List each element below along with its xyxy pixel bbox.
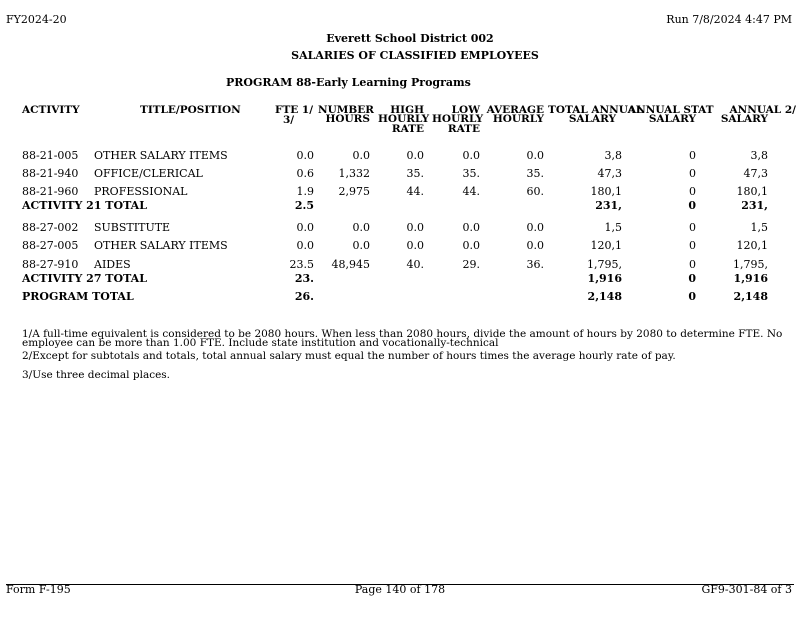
district-name: Everett School District 002 — [326, 32, 494, 45]
cell-stat: 0 — [688, 290, 696, 303]
cell-stat: 0 — [688, 272, 696, 285]
cell-fte: 0.6 — [296, 167, 314, 180]
col-title: TITLE/POSITION — [140, 104, 241, 116]
cell-hours: 1,332 — [338, 167, 370, 180]
cell-stat: 0 — [689, 239, 696, 252]
cell-hours: 0.0 — [352, 149, 370, 162]
col-fte-footnote: 3/ — [283, 114, 295, 126]
cell-activity: 88-21-005 — [22, 149, 79, 162]
cell-activity: PROGRAM TOTAL — [22, 290, 134, 303]
cell-annual: 120,1 — [736, 239, 768, 252]
cell-stat: 0 — [689, 185, 696, 198]
cell-annual: 1,916 — [733, 272, 768, 285]
cell-avg: 0.0 — [526, 149, 544, 162]
col-total-2: SALARY — [568, 113, 616, 125]
cell-low: 29. — [462, 258, 480, 271]
cell-stat: 0 — [689, 149, 696, 162]
cell-avg: 35. — [526, 167, 544, 180]
cell-title: OFFICE/CLERICAL — [94, 167, 203, 180]
cell-activity: 88-21-960 — [22, 185, 79, 198]
cell-fte: 0.0 — [296, 149, 314, 162]
cell-activity: ACTIVITY 21 TOTAL — [22, 199, 147, 212]
cell-low: 0.0 — [462, 221, 480, 234]
cell-annual: 47,3 — [743, 167, 768, 180]
cell-stat: 0 — [689, 221, 696, 234]
cell-title: SUBSTITUTE — [94, 221, 171, 234]
cell-title: AIDES — [94, 258, 131, 271]
form-code: GF9-301-84 of 3 — [701, 583, 792, 596]
cell-total: 1,5 — [604, 221, 622, 234]
cell-high: 44. — [406, 185, 424, 198]
cell-high: 0.0 — [406, 239, 424, 252]
cell-fte: 2.5 — [294, 199, 314, 212]
fiscal-year: FY2024-20 — [6, 13, 67, 26]
footnote-2: 2/Except for subtotals and totals, total annual salary must equal the number of hours times the average hourly rate of pay. — [22, 350, 676, 362]
cell-total: 2,148 — [587, 290, 622, 303]
cell-activity: 88-27-002 — [22, 221, 79, 234]
footnote-3: 3/Use three decimal places. — [22, 369, 171, 381]
cell-fte: 23. — [294, 272, 314, 285]
cell-annual: 231, — [741, 199, 768, 212]
page-number: Page 140 of 178 — [354, 583, 446, 596]
col-annual-1: ANNUAL 2/ — [729, 104, 796, 116]
report-title: SALARIES OF CLASSIFIED EMPLOYEES — [291, 49, 539, 62]
cell-annual: 1,795, — [733, 258, 768, 271]
cell-fte: 1.9 — [296, 185, 314, 198]
cell-annual: 3,8 — [750, 149, 768, 162]
cell-avg: 36. — [526, 258, 544, 271]
program-title: PROGRAM 88-Early Learning Programs — [226, 76, 471, 89]
cell-activity: 88-27-910 — [22, 258, 79, 271]
col-low-3: RATE — [447, 123, 480, 135]
cell-fte: 0.0 — [296, 239, 314, 252]
col-low-2: HOURLY — [432, 113, 484, 125]
col-fte: FTE 1/ — [275, 104, 314, 116]
col-activity: ACTIVITY — [22, 104, 80, 116]
form-number: Form F-195 — [6, 583, 71, 596]
cell-high: 0.0 — [406, 149, 424, 162]
cell-total: 180,1 — [590, 185, 622, 198]
cell-activity: ACTIVITY 27 TOTAL — [22, 272, 147, 285]
footnote-1a: 1/A full-time equivalent is considered to be 2080 hours. When less than 2080 hours, divide the amount of hours by 2080 to determine FTE. No — [22, 328, 783, 340]
col-avg-2: HOURLY — [492, 113, 544, 125]
col-high-2: HOURLY — [378, 113, 430, 125]
col-high-3: RATE — [391, 123, 424, 135]
cell-stat: 0 — [689, 258, 696, 271]
cell-total: 47,3 — [597, 167, 622, 180]
cell-hours: 0.0 — [352, 239, 370, 252]
cell-total: 120,1 — [590, 239, 622, 252]
cell-activity: 88-27-005 — [22, 239, 79, 252]
cell-high: 35. — [406, 167, 424, 180]
cell-total: 231, — [595, 199, 622, 212]
cell-avg: 0.0 — [526, 221, 544, 234]
cell-low: 0.0 — [462, 149, 480, 162]
run-timestamp: Run 7/8/2024 4:47 PM — [666, 13, 792, 26]
col-stat-2: SALARY — [648, 113, 696, 125]
cell-title: OTHER SALARY ITEMS — [94, 149, 228, 162]
cell-fte: 0.0 — [296, 221, 314, 234]
col-stat-1: ANNUAL STAT — [628, 104, 714, 116]
cell-low: 44. — [462, 185, 480, 198]
cell-stat: 0 — [688, 199, 696, 212]
cell-avg: 0.0 — [526, 239, 544, 252]
cell-total: 1,916 — [587, 272, 622, 285]
cell-low: 35. — [462, 167, 480, 180]
cell-fte: 23.5 — [289, 258, 314, 271]
cell-title: OTHER SALARY ITEMS — [94, 239, 228, 252]
cell-avg: 60. — [526, 185, 544, 198]
cell-fte: 26. — [294, 290, 314, 303]
col-total-1: TOTAL ANNUAL — [548, 104, 644, 116]
col-hours-1: NUMBER — [318, 104, 374, 116]
cell-hours: 2,975 — [338, 185, 370, 198]
col-annual-2: SALARY — [720, 113, 768, 125]
cell-high: 40. — [406, 258, 424, 271]
cell-high: 0.0 — [406, 221, 424, 234]
cell-total: 1,795, — [587, 258, 622, 271]
cell-total: 3,8 — [604, 149, 622, 162]
col-hours-2: HOURS — [325, 113, 370, 125]
cell-hours: 0.0 — [352, 221, 370, 234]
cell-stat: 0 — [689, 167, 696, 180]
cell-activity: 88-21-940 — [22, 167, 79, 180]
cell-title: PROFESSIONAL — [94, 185, 188, 198]
cell-annual: 1,5 — [750, 221, 768, 234]
cell-low: 0.0 — [462, 239, 480, 252]
cell-annual: 180,1 — [736, 185, 768, 198]
cell-hours: 48,945 — [331, 258, 370, 271]
col-avg-1: AVERAGE — [486, 104, 544, 116]
footnote-1b: employee can be more than 1.00 FTE. Include state institution and vocationally-technical — [22, 337, 499, 349]
cell-annual: 2,148 — [733, 290, 768, 303]
col-low-1: LOW — [451, 104, 480, 116]
col-high-1: HIGH — [390, 104, 424, 116]
